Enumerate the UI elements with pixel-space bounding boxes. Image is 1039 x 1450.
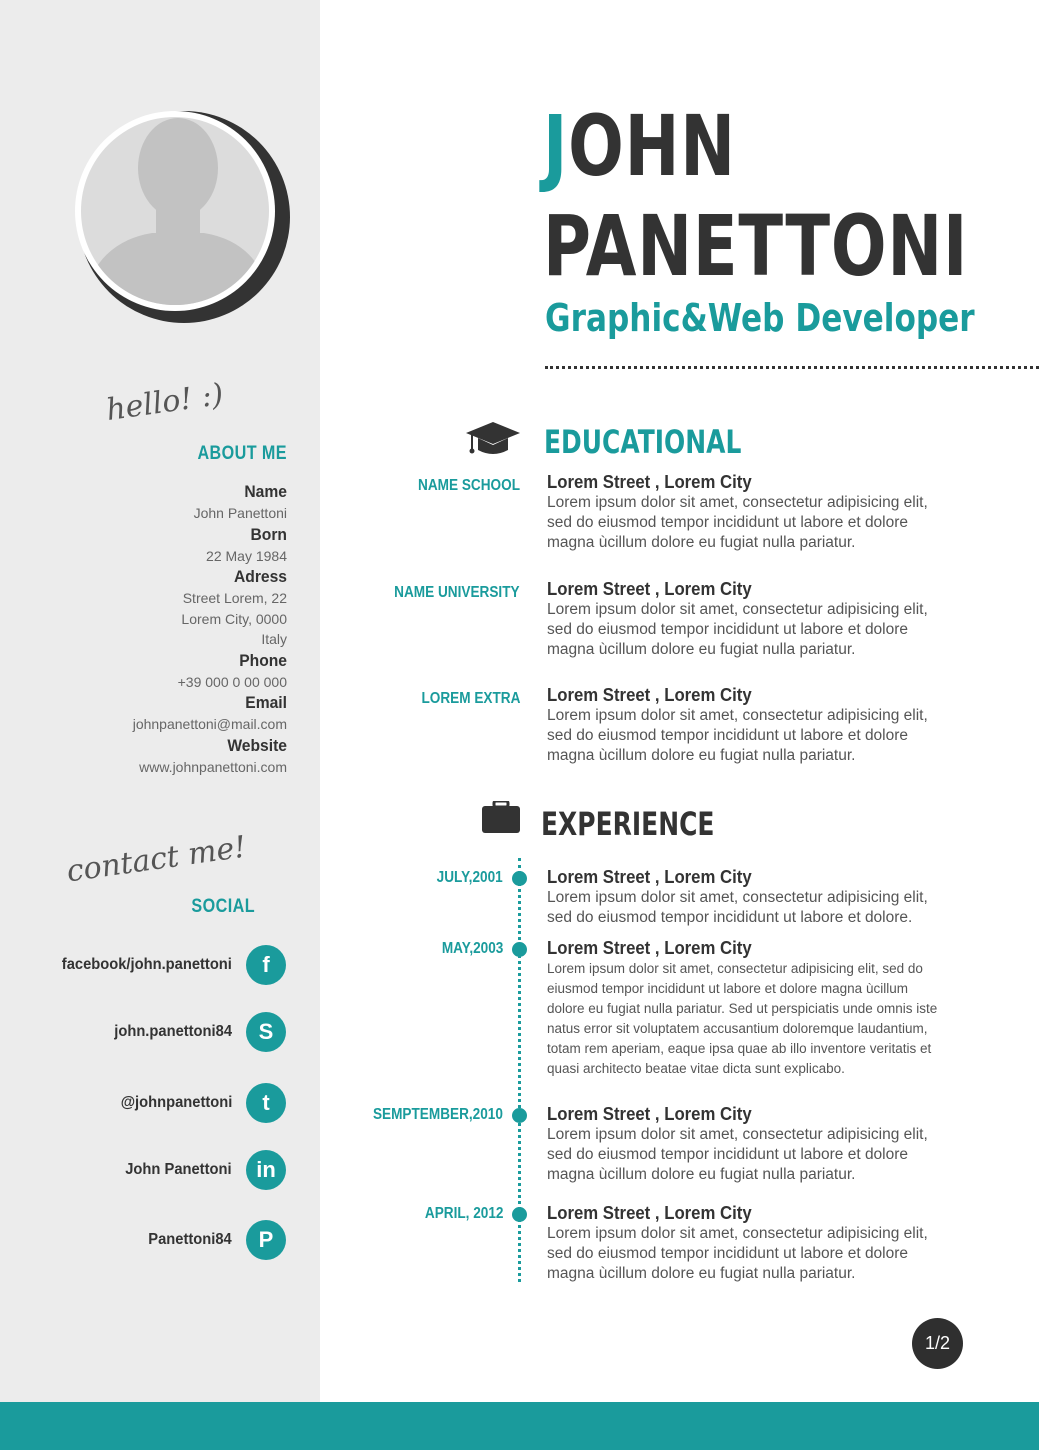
entry-description: Lorem ipsum dolor sit amet, consectetur adipisicing elit, sed do eiusmod tempor incididunt ut labore et dolore magna ùcillum dolore eu fugiat nulla pariatur. [547, 494, 928, 551]
timeline-dot [512, 1207, 527, 1222]
social-item[interactable] [0, 1150, 286, 1190]
twitter-icon[interactable]: t [246, 1083, 286, 1123]
experience-title: EXPERIENCE [541, 805, 715, 843]
social-label: john.panettoni84 [114, 1023, 232, 1040]
job-title: Graphic&Web Developer [545, 296, 975, 340]
education-institution: NAME SCHOOL [418, 477, 520, 494]
social-item[interactable] [0, 945, 286, 985]
name-heading [543, 96, 968, 296]
about-label: Phone [239, 650, 287, 670]
about-value: Italy [261, 631, 287, 647]
social-label: Panettoni84 [148, 1231, 232, 1248]
entry-title: Lorem Street , Lorem City [547, 685, 752, 705]
graduation-cap-icon [466, 420, 520, 458]
social-title: SOCIAL [191, 896, 255, 917]
about-label: Email [245, 693, 287, 712]
education-entry [547, 578, 947, 660]
social-label: @johnpanettoni [120, 1094, 232, 1111]
about-value: www.johnpanettoni.com [139, 758, 287, 775]
pinterest-icon[interactable]: P [246, 1220, 286, 1260]
entry-title: Lorem Street , Lorem City [547, 867, 752, 887]
entry-title: Lorem Street , Lorem City [547, 1104, 752, 1124]
about-value: Street Lorem, 22 [182, 590, 287, 606]
about-value: John Panettoni [193, 505, 287, 521]
entry-description: Lorem ipsum dolor sit amet, consectetur adipisicing elit, sed do eiusmod tempor incididunt ut labore et dolore magna ùcillum dolore eu fugiat nulla pariatur. [547, 1225, 928, 1282]
about-me-title: ABOUT ME [197, 443, 287, 464]
about-value: Lorem City, 0000 [181, 610, 287, 627]
social-item[interactable] [0, 1012, 286, 1052]
education-entry [547, 684, 947, 766]
experience-entry [547, 937, 947, 1079]
experience-entry [547, 1202, 947, 1284]
facebook-icon[interactable]: f [246, 945, 286, 985]
avatar [72, 108, 292, 326]
timeline-dot [512, 942, 527, 957]
experience-date: MAY,2003 [441, 940, 503, 957]
entry-description: Lorem ipsum dolor sit amet, consectetur adipisicing elit, sed do eiusmod tempor incididunt ut labore et dolore magna ùcillum dolore eu fugiat nulla pariatur. [547, 707, 928, 764]
about-label: Name [244, 482, 287, 501]
experience-date: APRIL, 2012 [424, 1205, 503, 1222]
social-item[interactable] [0, 1220, 286, 1260]
hello-script: hello! :) [104, 376, 226, 429]
entry-title: Lorem Street , Lorem City [547, 579, 752, 599]
entry-description: Lorem ipsum dolor sit amet, consectetur adipisicing elit, sed do eiusmod tempor incididunt ut labore et dolore magna ùcillum dolore eu fugiat nulla pariatur. Sed ut perspiciatis unde omnis iste natus error sit voluptatem accusantium doloremque laudantium, totam rem aperiam, eaque ipsa quae ab illo inventore veritatis et quasi architecto beatae vitae dicta sunt explicabo. [547, 961, 938, 1076]
linkedin-icon[interactable]: in [246, 1150, 286, 1190]
social-label: John Panettoni [125, 1161, 232, 1178]
entry-title: Lorem Street , Lorem City [547, 1203, 752, 1223]
briefcase-icon [482, 801, 520, 833]
about-list [47, 481, 287, 777]
experience-date: SEMPTEMBER,2010 [373, 1106, 503, 1123]
about-label: Born [250, 524, 287, 544]
name-initial: J [543, 97, 569, 195]
social-label: facebook/john.panettoni [61, 956, 232, 973]
skype-icon[interactable]: S [246, 1012, 286, 1052]
about-value: +39 000 0 00 000 [177, 673, 287, 690]
experience-entry [547, 866, 947, 928]
about-value: 22 May 1984 [206, 547, 287, 564]
about-label: Adress [233, 567, 287, 586]
timeline-dot [512, 871, 527, 886]
page-indicator: 1/2 [912, 1318, 963, 1369]
entry-description: Lorem ipsum dolor sit amet, consectetur adipisicing elit, sed do eiusmod tempor incididunt ut labore et dolore magna ùcillum dolore eu fugiat nulla pariatur. [547, 1126, 928, 1183]
education-title: EDUCATIONAL [544, 423, 742, 461]
divider [545, 366, 1039, 369]
contact-script: contact me! [64, 829, 249, 890]
timeline-dot [512, 1108, 527, 1123]
education-entry [547, 471, 947, 553]
entry-description: Lorem ipsum dolor sit amet, consectetur adipisicing elit, sed do eiusmod tempor incididunt ut labore et dolore. [547, 889, 928, 926]
entry-title: Lorem Street , Lorem City [547, 472, 752, 492]
entry-title: Lorem Street , Lorem City [547, 938, 752, 958]
footer-bar [0, 1402, 1039, 1450]
education-institution: NAME UNIVERSITY [394, 584, 520, 601]
name-last: PANETTONI [543, 197, 969, 295]
experience-entry [547, 1103, 947, 1185]
entry-description: Lorem ipsum dolor sit amet, consectetur adipisicing elit, sed do eiusmod tempor incididunt ut labore et dolore magna ùcillum dolore eu fugiat nulla pariatur. [547, 601, 928, 658]
about-label: Website [227, 735, 287, 755]
about-value: johnpanettoni@mail.com [132, 716, 287, 732]
name-first-rest: OHN [568, 97, 736, 195]
experience-date: JULY,2001 [436, 869, 503, 886]
education-institution: LOREM EXTRA [421, 690, 520, 707]
social-item[interactable] [0, 1083, 286, 1123]
